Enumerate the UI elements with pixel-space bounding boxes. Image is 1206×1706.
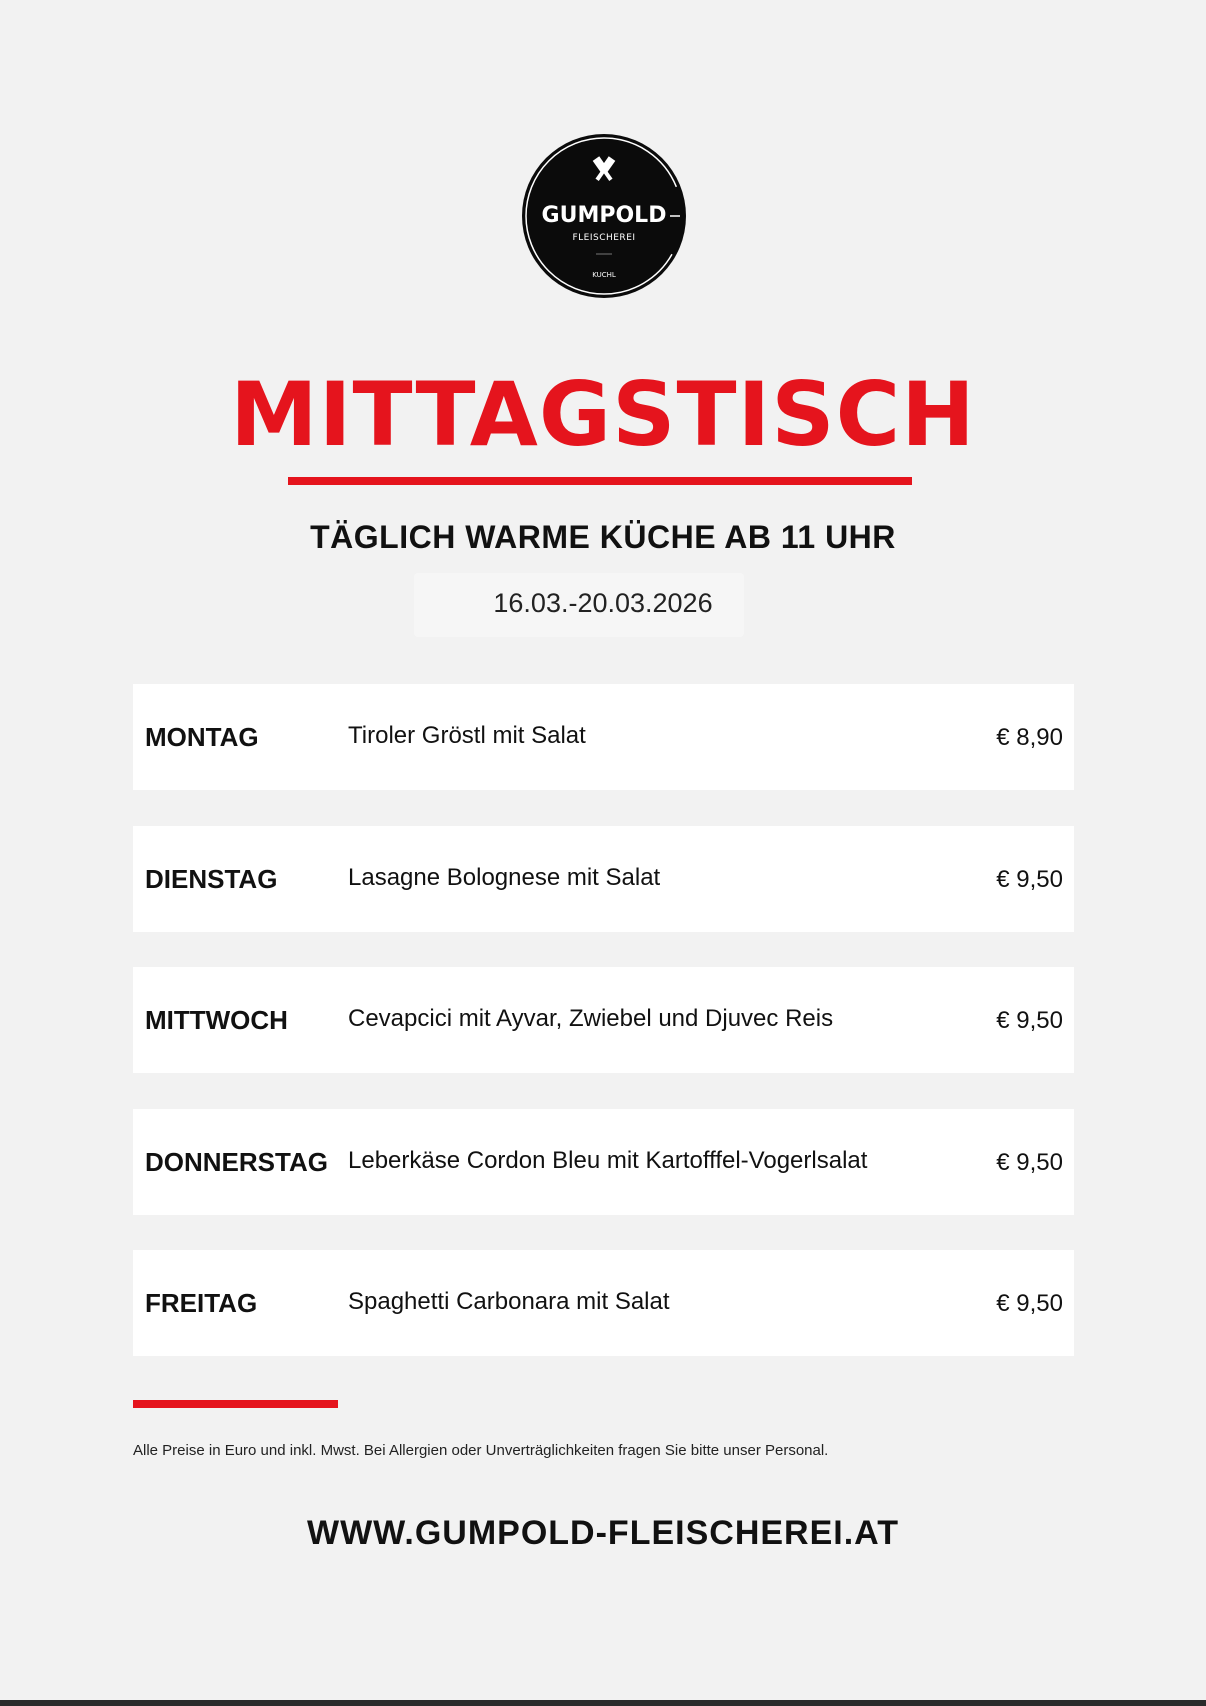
menu-day: MONTAG <box>145 722 259 752</box>
menu-price: € 9,50 <box>996 1007 1063 1034</box>
logo-location: KUCHL <box>592 271 616 279</box>
website-link[interactable]: WWW.GUMPOLD-FLEISCHEREI.AT <box>307 1514 899 1552</box>
menu-dish: Lasagne Bolognese mit Salat <box>348 864 661 891</box>
bottom-bar <box>0 1700 1206 1706</box>
logo-brand: GUMPOLD <box>541 203 667 228</box>
menu-price: € 9,50 <box>996 1290 1063 1317</box>
menu-dish: Leberkäse Cordon Bleu mit Kartofffel-Vogerlsalat <box>348 1147 868 1174</box>
menu-price: € 9,50 <box>996 866 1063 893</box>
menu-row-wednesday <box>133 967 1074 1073</box>
menu-dish: Spaghetti Carbonara mit Salat <box>348 1288 670 1315</box>
page-title: MITTAGSTISCH <box>230 363 976 466</box>
menu-price: € 8,90 <box>996 724 1063 751</box>
title-divider <box>288 477 912 485</box>
price-disclaimer: Alle Preise in Euro und inkl. Mwst. Bei Allergien oder Unverträglichkeiten fragen Sie bitte unser Personal. <box>133 1442 829 1459</box>
menu-row-thursday <box>133 1109 1074 1215</box>
menu-row-monday <box>133 684 1074 790</box>
logo-badge <box>520 132 688 300</box>
menu-day: DIENSTAG <box>145 864 278 894</box>
menu-day: FREITAG <box>145 1288 258 1318</box>
menu-day: MITTWOCH <box>145 1005 288 1035</box>
footer-divider <box>133 1400 338 1408</box>
logo-tagline: FLEISCHEREI <box>572 233 636 243</box>
logo <box>520 132 688 300</box>
menu-dish: Cevapcici mit Ayvar, Zwiebel und Djuvec Reis <box>348 1005 834 1032</box>
menu-dish: Tiroler Gröstl mit Salat <box>348 722 586 749</box>
menu-row-friday <box>133 1250 1074 1356</box>
date-range: 16.03.-20.03.2026 <box>493 588 713 618</box>
menu-row-tuesday <box>133 826 1074 932</box>
menu-day: DONNERSTAG <box>145 1147 328 1177</box>
menu-price: € 9,50 <box>996 1149 1063 1176</box>
page-subtitle: TÄGLICH WARME KÜCHE AB 11 UHR <box>310 519 896 555</box>
